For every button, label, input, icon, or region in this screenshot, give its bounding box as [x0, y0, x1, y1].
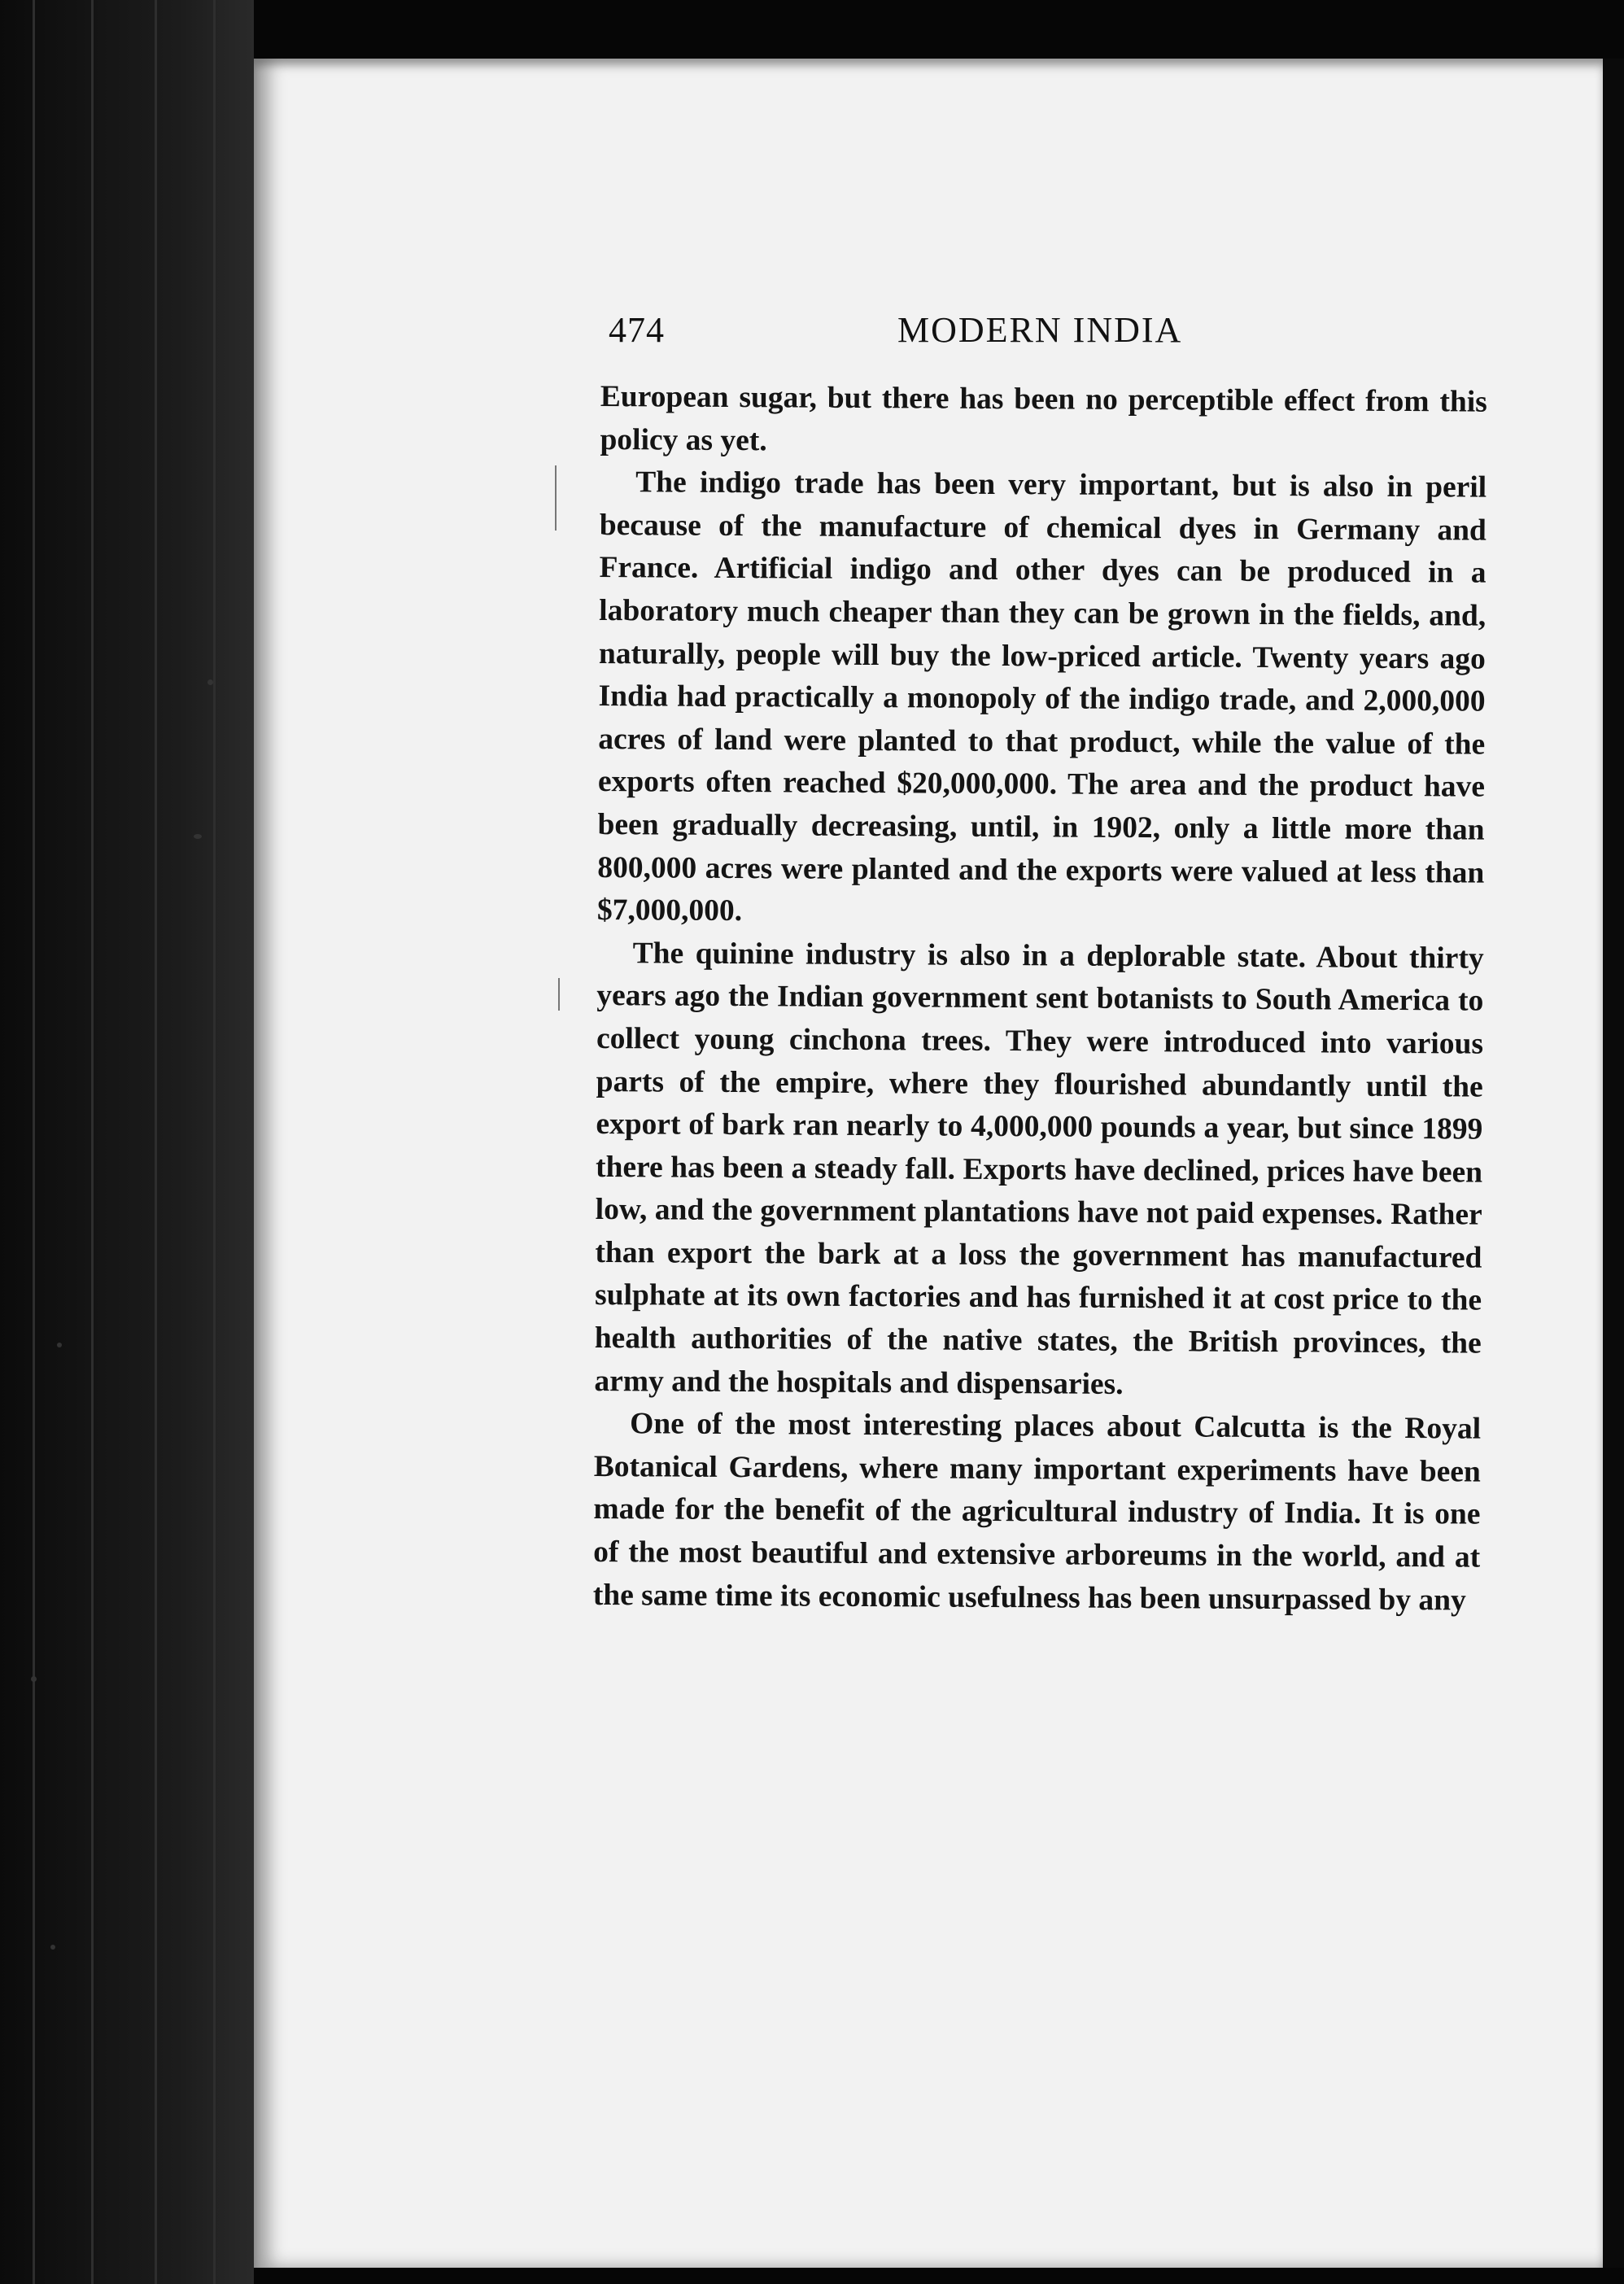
page-number: 474	[609, 310, 665, 350]
scan-streak	[213, 0, 216, 2284]
paragraph: One of the most interesting places about Calcutta is the Royal Botanical Gardens, where many important experiments have been made for the benefit of the agricultural industry of India. It is one of the most beautiful and extensive arboreums in the world, and at the same time its economic usefulness has been unsurpassed by any	[592, 1407, 1482, 1618]
margin-mark	[558, 978, 560, 1011]
running-head: MODERN INDIA	[897, 310, 1183, 350]
speck	[31, 1676, 37, 1682]
speck	[194, 834, 202, 839]
page-header	[609, 309, 1463, 358]
margin-mark	[555, 465, 557, 531]
speck	[50, 1945, 55, 1950]
scan-streak	[91, 0, 94, 2284]
paragraph: The quinine industry is also in a deplorable state. About thirty years ago the Indian government sent botanists to South America to collect young cinchona trees. They were introduced into various parts of the empire, where they flourished abundantly until the export of bark ran nearly to 4,000,000 pounds a year, but since 1899 there has been a steady fall. Exports have declined, prices have been low, and the government plantations have not paid expenses. Rather than export the bark at a loss the government has manufactured sulphate at its own factories and has furnished it at cost price to the health authorities of the native states, the British provinces, the army and the hospitals and dispensaries.	[594, 936, 1484, 1401]
body-text	[593, 376, 1487, 1622]
book-spine-edge	[0, 0, 254, 2284]
page-right-edge	[1603, 59, 1624, 2268]
scan-streak	[33, 0, 35, 2284]
paragraph: The indigo trade has been very important, but is also in peril because of the manufacture of chemical dyes in Germany and France. Artificial indigo and other dyes can be produced in a laboratory much cheaper than they can be grown in the fields, and, naturally, people will buy the low-priced article. Twenty years ago India had practically a monopoly of the indigo trade, and 2,000,000 acres of land were planted to that product, while the value of the exports often reached $20,000,000. The area and the product have been gradually decreasing, until, in 1902, only a little more than 800,000 acres were planted and the exports were valued at less than $7,000,000.	[596, 465, 1487, 928]
paragraph: European sugar, but there has been no perceptible effect from this policy as yet.	[600, 379, 1487, 457]
scan-streak	[155, 0, 157, 2284]
speck	[207, 679, 213, 685]
speck	[57, 1343, 62, 1347]
